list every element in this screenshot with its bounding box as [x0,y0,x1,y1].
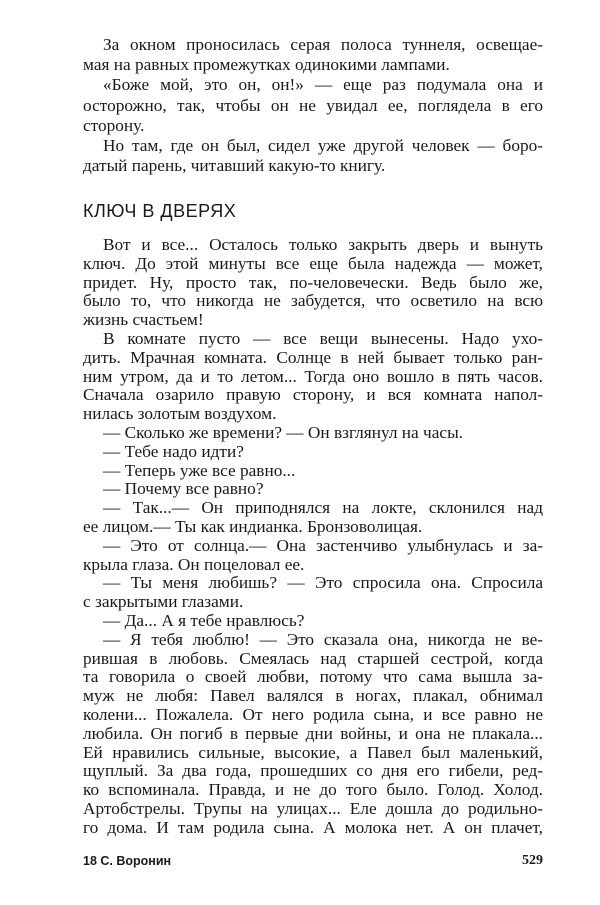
text-line: «Боже мой, это он, он!» — еще раз подумала она и [103,75,543,95]
text-line: — Теперь уже все равно... [103,460,296,480]
text-line: — Я тебя люблю! — Это сказала она, никогда не ве- [103,629,543,649]
text-line: было то, что никогда не забудется, что осветило на всю [83,291,543,311]
text-line: ключ. До этой минуты все еще была надежда — может, [83,253,543,273]
chapter-heading: КЛЮЧ В ДВЕРЯХ [83,201,237,221]
text-line: За окном проносилась серая полоса туннеля, освещае- [103,35,543,54]
text-line: рившая в любовь. Смеялась над старшей сестрой, когда [83,648,543,668]
text-line: — Тебе надо идти? [103,441,244,461]
text-line: ко вспоминала. Правда, и не до того было. Голод. Холод. [83,780,543,800]
text-line: жизнь счастьем! [83,310,204,330]
text-line: крыла глаза. Он поцеловал ее. [83,554,305,574]
text-line: с закрытыми глазами. [83,592,244,612]
text-line: — Почему все равно? [103,479,264,499]
text-line: любила. Он погиб в первые дни войны, и она не плакала... [83,723,543,743]
text-line: нилась золотым воздухом. [83,404,277,424]
text-line: Ей нравились сильные, высокие, а Павел был маленький, [83,742,543,762]
text-line: датый парень, читавший какую-то книгу. [83,156,386,176]
text-line: — Сколько же времени? — Он взглянул на часы. [103,422,464,442]
text-line: го дома. И там родила сына. А молока нет. А он плачет, [83,817,543,837]
text-line: сторону. [83,115,145,135]
text-line: — Да... А я тебе нравлюсь? [103,610,305,630]
text-line: — Это от солнца.— Она застенчиво улыбнулась и за- [103,535,543,555]
text-section-1 [83,35,543,176]
page-number: 529 [522,853,543,868]
text-line: ее лицом.— Ты как индианка. Бронзоволицая. [83,516,423,536]
text-line: Артобстрелы. Трупы на улицах... Еле дошла до родильно- [83,798,543,818]
text-line: мая на равных промежутках одинокими лампами. [83,55,450,75]
text-line: осторожно, так, чтобы он не увидал ее, поглядела в его [83,95,543,115]
page-footer [83,853,543,871]
text-line: — Так...— Он приподнялся на локте, склонился над [103,498,543,518]
text-line: та говорила о своей любви, потому что сама вышла за- [83,667,543,687]
text-line: Сначала озарило правую сторону, и вся комната напол- [83,385,543,405]
text-line: Но там, где он был, сидел уже другой человек — боро- [103,135,543,155]
text-line: муж не любя: Павел валялся в ногах, плакал, обнимал [83,686,543,706]
text-line: ним утром, да и то летом... Тогда оно вошло в пять часов. [83,366,543,386]
text-line: придет. Ну, просто так, по-человечески. Ведь было же, [83,272,543,292]
text-line: щуплый. За два года, прошедших со дня его гибели, ред- [83,761,543,781]
text-line: дить. Мрачная комната. Солнце в ней бывает только ран- [83,347,543,367]
printer-signature: 18 С. Воронин [83,854,172,868]
text-line: колени... Пожалела. От него родила сына, и все равно не [83,704,543,724]
text-line: Вот и все... Осталось только закрыть дверь и вынуть [103,235,543,254]
text-line: В комнате пусто — все вещи вынесены. Надо ухо- [103,328,543,348]
text-section-2 [83,236,543,838]
text-line: — Ты меня любишь? — Это спросила она. Спросила [103,573,543,593]
